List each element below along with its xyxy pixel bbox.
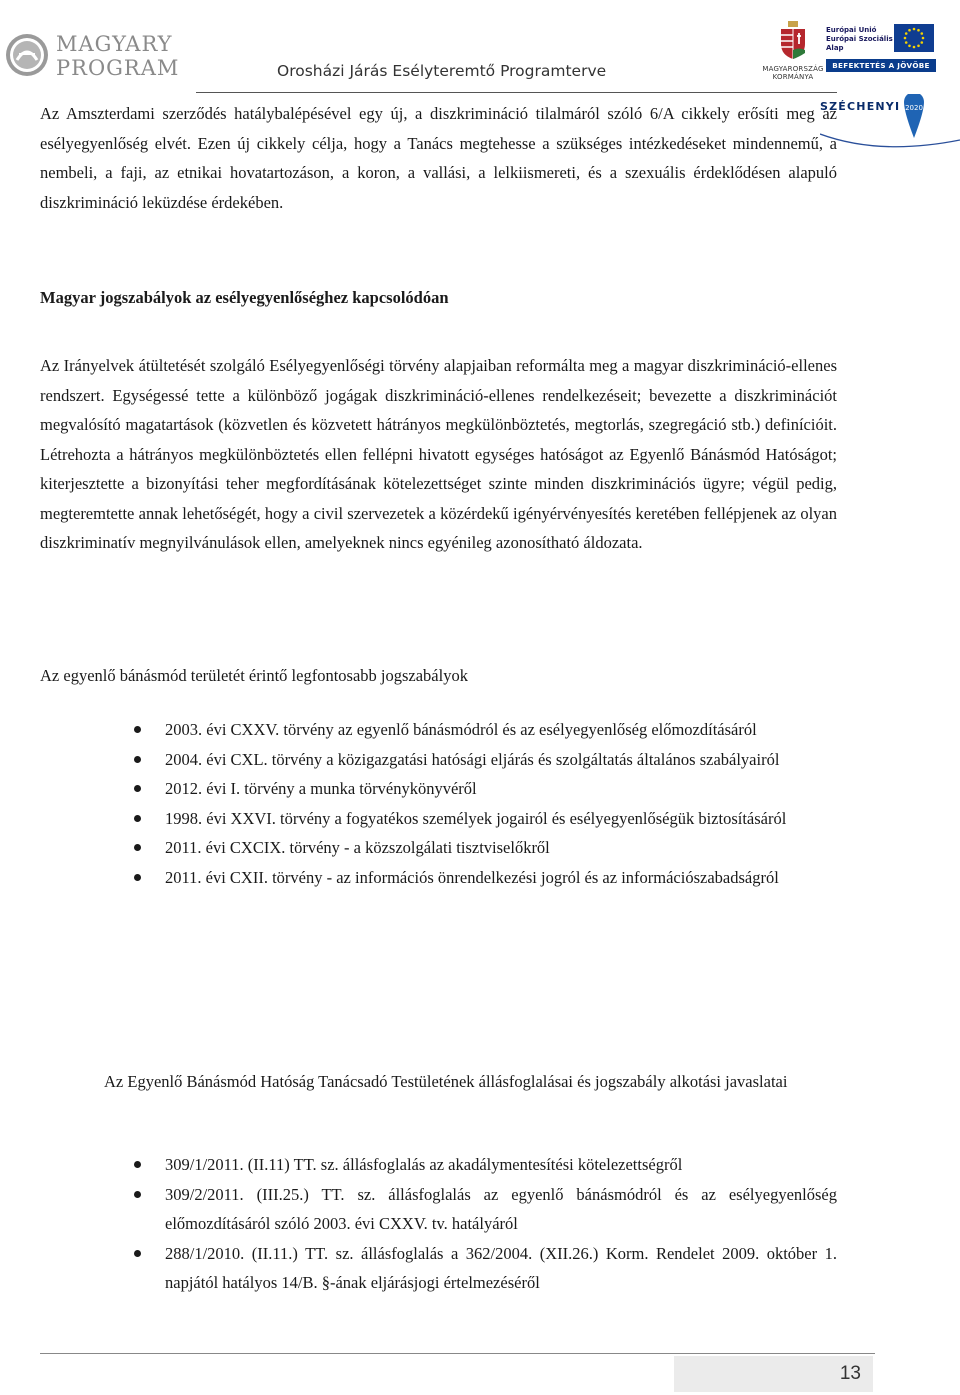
list-item bbox=[0, 1180, 837, 1239]
main-paragraph: Az Irányelvek átültetését szolgáló Esélyegyenlőségi törvény alapjaiban reformálta meg a magyar diszkrimináció-ellenes rendszert. Egységessé tette a különböző jogágak diszkrimináció-ellenes rendelkezéseit; bevezette a diszkriminációt megvalósító magatartások (közvetlen és közvetett hátrányos megkülönböztetés, megtorlás, szegregáció stb.) definícióit. Létrehozta a hátrányos megkülönböztetés ellen fellépni hivatott egységes hatóságot az Egyenlő Bánásmód Hatóságot; kiterjesztette a bizonyítási teher megfordításának kötelezettséget szinte minden diszkriminációs ügyre; végül pedig, megteremtette annak lehetőségét, hogy a civil szervezetek a közérdekű igényérvényesítés keretében fellépjenek az olyan diszkriminatív megnyilvánulások ellen, amelyeknek nincs egyénileg azonosítható áldozata. bbox=[40, 356, 837, 552]
intro-paragraph: Az Amszterdami szerződés hatálybalépésével egy új, a diszkrimináció tilalmáról szóló 6/A cikkely erősíti meg az esélyegyenlőség elvét. Ezen új cikkely célja, hogy a Tanács megtehesse a szükséges intézkedéseket mindennemű, a nembeli, a faji, az etnikai hovatartozáson, a koron, a vallási, a lelkiismereti, és a szexuális érdeklődésen alapuló diszkrimináció leküzdése érdekében. bbox=[40, 104, 837, 212]
magyary-program-logo bbox=[4, 30, 184, 82]
magyary-emblem-icon bbox=[4, 32, 50, 78]
law-text: 2003. évi CXXV. törvény az egyenlő bánásmódról és az esélyegyenlőség előmozdításáról bbox=[165, 720, 757, 739]
bullet-icon bbox=[134, 756, 141, 763]
list-item bbox=[0, 1239, 837, 1298]
list-item bbox=[0, 1150, 837, 1180]
page-number-box bbox=[674, 1356, 873, 1392]
council-text: 288/1/2010. (II.11.) TT. sz. állásfoglalás a 362/2004. (XII.26.) Korm. Rendelet 2009. október 1. napjától hatályos 14/B. §-ának eljárásjogi értelmezéséről bbox=[165, 1243, 837, 1292]
szechenyi-year: 2020 bbox=[905, 104, 923, 112]
bullet-icon bbox=[134, 874, 141, 881]
laws-heading: Az egyenlő bánásmód területét érintő legfontosabb jogszabályok bbox=[40, 666, 468, 685]
bullet-icon bbox=[134, 785, 141, 792]
eu-flag-icon bbox=[894, 24, 934, 52]
bullet-icon bbox=[134, 726, 141, 733]
szechenyi-2020-logo bbox=[820, 94, 960, 164]
eu-line-1: Európai Unió bbox=[826, 26, 877, 34]
list-item bbox=[0, 833, 837, 863]
gov-line-1: MAGYARORSZÁG bbox=[762, 65, 824, 73]
law-text: 2011. évi CXCIX. törvény - a közszolgálati tisztviselőkről bbox=[165, 838, 550, 857]
bullet-icon bbox=[134, 1250, 141, 1257]
logo-line-1: MAGYARY bbox=[56, 32, 173, 56]
council-heading: Az Egyenlő Bánásmód Hatóság Tanácsadó Testületének állásfoglalásai és jogszabály alkotási javaslatai bbox=[104, 1072, 788, 1091]
law-text: 2012. évi I. törvény a munka törvénykönyvéről bbox=[165, 779, 477, 798]
list-item bbox=[0, 715, 837, 745]
szechenyi-label: SZÉCHENYI bbox=[820, 100, 901, 113]
list-item bbox=[0, 774, 837, 804]
council-text: 309/2/2011. (III.25.) TT. sz. állásfoglalás az egyenlő bánásmódról és az esélyegyenlőség előmozdításáról szóló 2003. évi CXXV. tv. hatályáról bbox=[165, 1184, 837, 1233]
list-item bbox=[0, 863, 837, 893]
section-heading: Magyar jogszabályok az esélyegyenlőséghez kapcsolódóan bbox=[40, 288, 449, 307]
law-text: 1998. évi XXVI. törvény a fogyatékos személyek jogairól és esélyegyenlőségük biztosításáról bbox=[165, 808, 787, 828]
law-text: 2004. évi CXL. törvény a közigazgatási hatósági eljárás és szolgáltatás általános szabályairól bbox=[165, 749, 780, 769]
bullet-icon bbox=[134, 815, 141, 822]
list-item bbox=[0, 804, 837, 834]
bullet-icon bbox=[134, 844, 141, 851]
eu-slogan-bar: BEFEKTETÉS A JÖVŐBE bbox=[826, 59, 936, 72]
eu-line-3: Alap bbox=[826, 44, 844, 52]
header-divider bbox=[196, 92, 837, 93]
bullet-icon bbox=[134, 1161, 141, 1168]
hungarian-government-logo bbox=[762, 20, 824, 80]
page-number: 13 bbox=[839, 1363, 861, 1384]
council-text: 309/1/2011. (II.11) TT. sz. állásfoglalás az akadálymentesítési kötelezettségről bbox=[165, 1155, 683, 1174]
document-title: Orosházi Járás Esélyteremtő Programterve bbox=[277, 62, 607, 80]
list-item bbox=[0, 745, 837, 775]
law-text: 2011. évi CXII. törvény - az információs önrendelkezési jogról és az információszabadságról bbox=[165, 867, 779, 887]
bullet-icon bbox=[134, 1191, 141, 1198]
council-list bbox=[0, 1150, 960, 1298]
eu-social-fund-logo bbox=[826, 24, 936, 76]
szechenyi-badge-icon bbox=[820, 94, 960, 164]
eu-line-2: Európai Szociális bbox=[826, 35, 893, 43]
laws-list bbox=[0, 715, 960, 892]
gov-line-2: KORMÁNYA bbox=[772, 73, 814, 81]
footer-divider bbox=[40, 1353, 875, 1354]
coat-of-arms-icon bbox=[776, 20, 810, 60]
logo-line-2: PROGRAM bbox=[56, 56, 180, 80]
